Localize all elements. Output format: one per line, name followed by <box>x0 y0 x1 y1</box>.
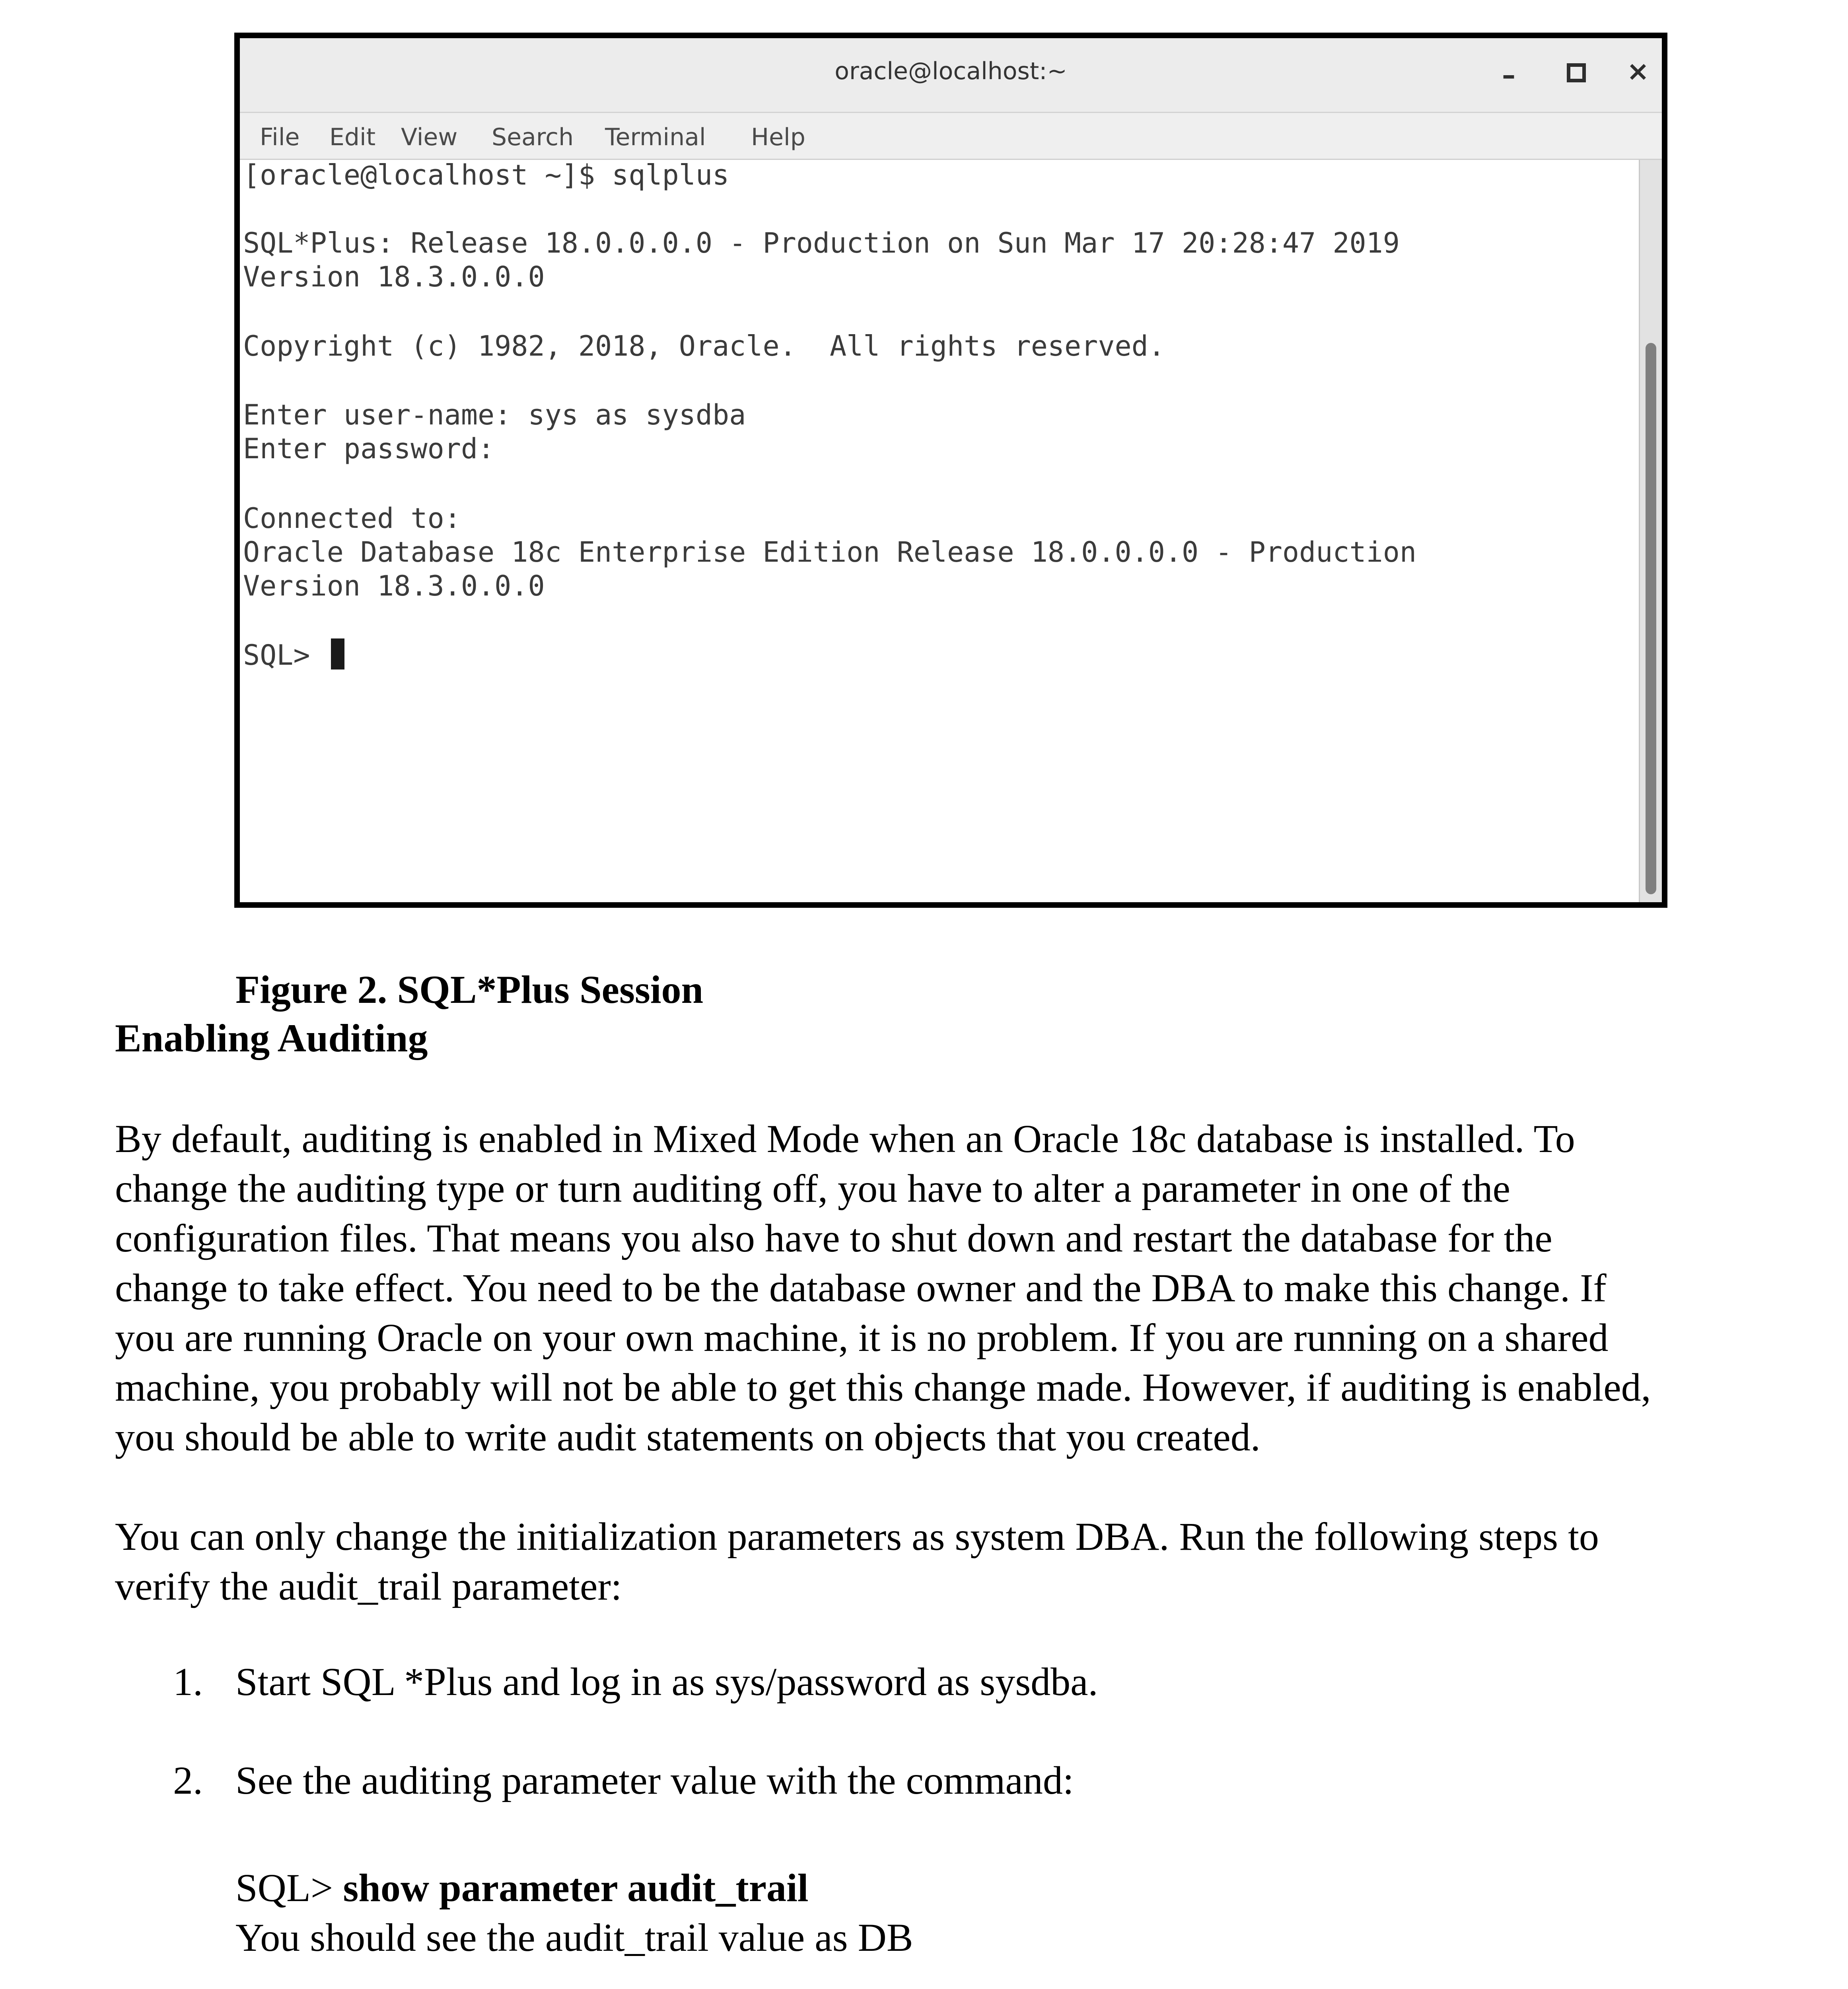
terminal-line: SQL*Plus: Release 18.0.0.0.0 - Production on Sun Mar 17 20:28:47 2019 <box>243 227 1400 259</box>
command-note: You should see the audit_trail value as DB <box>235 1915 913 1960</box>
list-number: 1. <box>173 1660 203 1704</box>
list-number: 2. <box>173 1758 203 1802</box>
text-line: verify the audit_trail parameter: <box>115 1564 622 1608</box>
paragraph-enabling-auditing <box>115 1114 1786 1462</box>
paragraph-initialization-parameters <box>115 1512 1786 1611</box>
text-line: change to take effect. You need to be the database owner and the DBA to make this change. If <box>115 1266 1607 1310</box>
section-heading-enabling-auditing: Enabling Auditing <box>115 1016 428 1060</box>
menu-terminal[interactable]: Terminal <box>605 123 706 151</box>
command-text: show parameter audit_trail <box>343 1866 809 1910</box>
command-line <box>235 1863 913 1913</box>
menu-view[interactable]: View <box>401 123 458 151</box>
text-line: configuration files. That means you also have to shut down and restart the database for the <box>115 1216 1552 1260</box>
terminal-line: Oracle Database 18c Enterprise Edition Release 18.0.0.0.0 - Production <box>243 536 1417 568</box>
list-text: Start SQL *Plus and log in as sys/password as sysdba. <box>235 1660 1098 1704</box>
list-item-step-2 <box>173 1757 1074 1803</box>
text-cursor <box>331 638 344 669</box>
scrollbar-thumb[interactable] <box>1646 343 1656 894</box>
list-item-step-1 <box>173 1659 1098 1705</box>
terminal-line: [oracle@localhost ~]$ sqlplus <box>243 159 729 191</box>
list-text: See the auditing parameter value with the command: <box>235 1758 1074 1802</box>
text-line: You can only change the initialization parameters as system DBA. Run the following steps to <box>115 1514 1599 1559</box>
figure-caption: Figure 2. SQL*Plus Session <box>235 967 704 1012</box>
text-line: change the auditing type or turn auditing off, you have to alter a parameter in one of the <box>115 1166 1511 1211</box>
minimize-button[interactable]: – <box>1502 60 1515 91</box>
maximize-button[interactable] <box>1556 52 1596 91</box>
text-line: machine, you probably will not be able to get this change made. However, if auditing is enabled, <box>115 1365 1651 1409</box>
terminal-line: Enter user-name: sys as sysdba <box>243 399 746 431</box>
text-line: you should be able to write audit statements on objects that you created. <box>115 1415 1261 1459</box>
terminal-title: oracle@localhost:~ <box>835 57 1067 85</box>
terminal-line: Connected to: <box>243 502 461 535</box>
terminal-line: Copyright (c) 1982, 2018, Oracle. All rights reserved. <box>243 330 1165 362</box>
terminal-prompt-line <box>243 638 344 671</box>
command-example <box>235 1863 913 1962</box>
terminal-window <box>234 33 1667 908</box>
terminal-titlebar <box>240 38 1662 113</box>
menu-file[interactable]: File <box>260 123 300 151</box>
terminal-line: Enter password: <box>243 432 495 465</box>
terminal-line: Version 18.3.0.0.0 <box>243 261 545 293</box>
sql-prompt: SQL> <box>243 639 327 671</box>
menu-edit[interactable]: Edit <box>329 123 376 151</box>
command-prompt: SQL> <box>235 1866 343 1910</box>
terminal-line: Version 18.3.0.0.0 <box>243 570 545 602</box>
terminal-output[interactable] <box>240 160 1640 902</box>
close-button[interactable]: × <box>1626 56 1650 87</box>
maximize-icon <box>1567 63 1586 82</box>
menu-search[interactable]: Search <box>492 123 574 151</box>
terminal-menubar <box>240 113 1662 160</box>
text-line: you are running Oracle on your own machine, it is no problem. If you are running on a shared <box>115 1316 1609 1360</box>
terminal-scrollbar[interactable] <box>1639 160 1662 902</box>
text-line: By default, auditing is enabled in Mixed Mode when an Oracle 18c database is installed. To <box>115 1117 1575 1161</box>
menu-help[interactable]: Help <box>751 123 805 151</box>
